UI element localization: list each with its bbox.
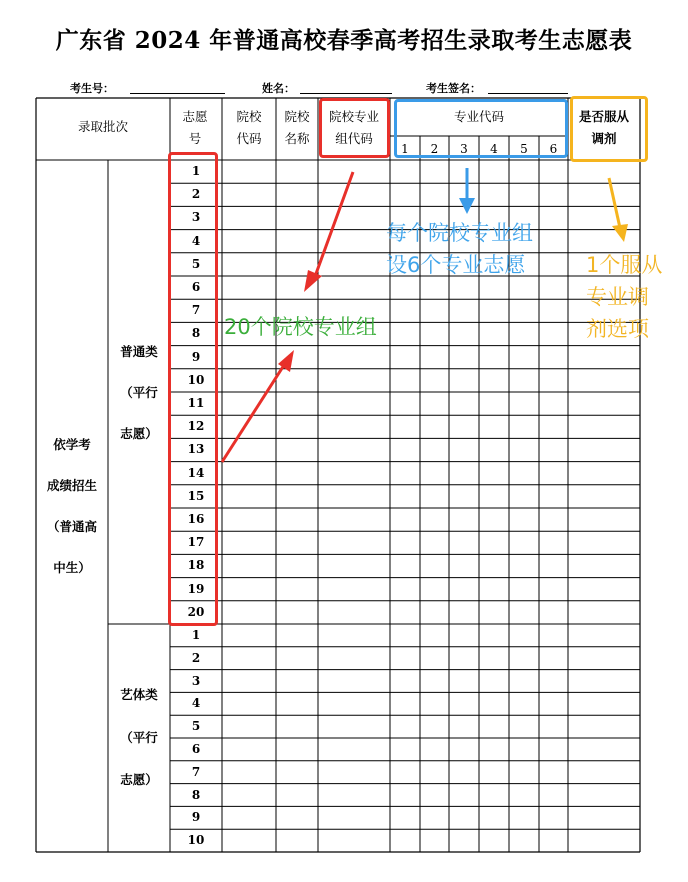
signature-label: 考生签名： [426, 82, 481, 95]
general-row-number: 12 [187, 419, 205, 434]
group-code-header-line2: 组代码 [335, 131, 373, 146]
major-col-3: 3 [460, 142, 468, 156]
general-row-number: 15 [187, 488, 205, 503]
annotation-adjust-line1: 1个服从 [586, 253, 663, 277]
general-row-number: 7 [191, 303, 201, 318]
general-row-number: 6 [191, 280, 201, 294]
general-row-number: 11 [187, 396, 205, 410]
annotation-groups: 20个院校专业组 [224, 315, 377, 339]
general-category-line3: 志愿） [120, 426, 158, 441]
general-row-number: 4 [191, 233, 201, 248]
annotation-majors-line1: 每个院校专业组 [386, 221, 533, 245]
general-row-number: 10 [187, 372, 205, 387]
arrow-adjust [609, 178, 628, 242]
adjust-header-line2: 调剂 [591, 131, 617, 146]
annotation-majors-line2: 设6个专业志愿 [386, 253, 526, 277]
main-category-line3: （普通高 [46, 519, 97, 534]
general-row-number: 20 [187, 604, 205, 619]
general-row-number: 3 [191, 210, 201, 225]
form-title: 广东省 2024 年普通高校春季高考招生录取考生志愿表 [55, 27, 633, 54]
main-category-line1: 依学考 [53, 437, 91, 452]
art-row-number: 8 [191, 787, 201, 802]
art-row-number: 6 [191, 742, 201, 756]
adjust-header-line1: 是否服从 [578, 109, 629, 124]
batch-header: 录取批次 [77, 119, 128, 134]
exam-no-label: 考生号： [70, 82, 114, 95]
art-row-number: 9 [191, 810, 201, 825]
general-row-number: 9 [191, 349, 201, 364]
group-code-header-line1: 院校专业 [328, 109, 379, 124]
arrow-group-code [304, 172, 353, 292]
art-row-number: 1 [191, 628, 201, 642]
art-row-number: 4 [191, 696, 201, 711]
wish-no-header-line2: 号 [188, 131, 202, 146]
annotation-adjust-line2: 专业调 [586, 285, 649, 309]
annotation-adjust-line3: 剂选项 [586, 317, 649, 341]
main-category-line4: 中生） [53, 560, 91, 575]
school-code-header-line1: 院校 [236, 109, 262, 124]
art-row-number: 10 [187, 833, 205, 848]
wish-no-header-line1: 志愿 [182, 109, 208, 124]
major-code-header: 专业代码 [453, 109, 504, 124]
general-row-number: 1 [191, 164, 201, 178]
art-category-line2: （平行 [120, 730, 158, 745]
general-category-line2: （平行 [120, 385, 158, 400]
general-row-number: 17 [187, 535, 205, 550]
general-row-number: 2 [191, 187, 201, 202]
art-category-line3: 志愿） [120, 772, 158, 787]
arrow-major-code [459, 168, 475, 214]
major-col-6: 6 [549, 142, 558, 156]
general-row-number: 18 [187, 558, 205, 573]
general-row-number: 13 [187, 442, 205, 457]
art-row-number: 3 [191, 673, 201, 688]
art-row-number: 5 [191, 719, 201, 734]
arrow-wish-no [222, 350, 294, 462]
name-label: 姓名： [262, 82, 295, 95]
school-code-header-line2: 代码 [236, 131, 262, 146]
art-category-line1: 艺体类 [120, 687, 158, 702]
general-row-number: 19 [187, 581, 205, 596]
major-col-5: 5 [520, 142, 528, 156]
art-row-number: 2 [191, 650, 201, 665]
general-category-line1: 普通类 [120, 344, 158, 359]
art-row-number: 7 [191, 764, 201, 779]
general-row-number: 8 [191, 326, 201, 341]
general-row-number: 5 [191, 256, 201, 271]
general-row-number: 16 [187, 512, 205, 526]
main-category-line2: 成绩招生 [46, 478, 97, 493]
major-col-4: 4 [490, 142, 498, 156]
school-name-header-line2: 名称 [284, 131, 310, 146]
school-name-header-line1: 院校 [284, 109, 310, 124]
major-col-2: 2 [430, 142, 439, 156]
general-row-number: 14 [187, 465, 205, 480]
major-col-1: 1 [401, 142, 409, 156]
